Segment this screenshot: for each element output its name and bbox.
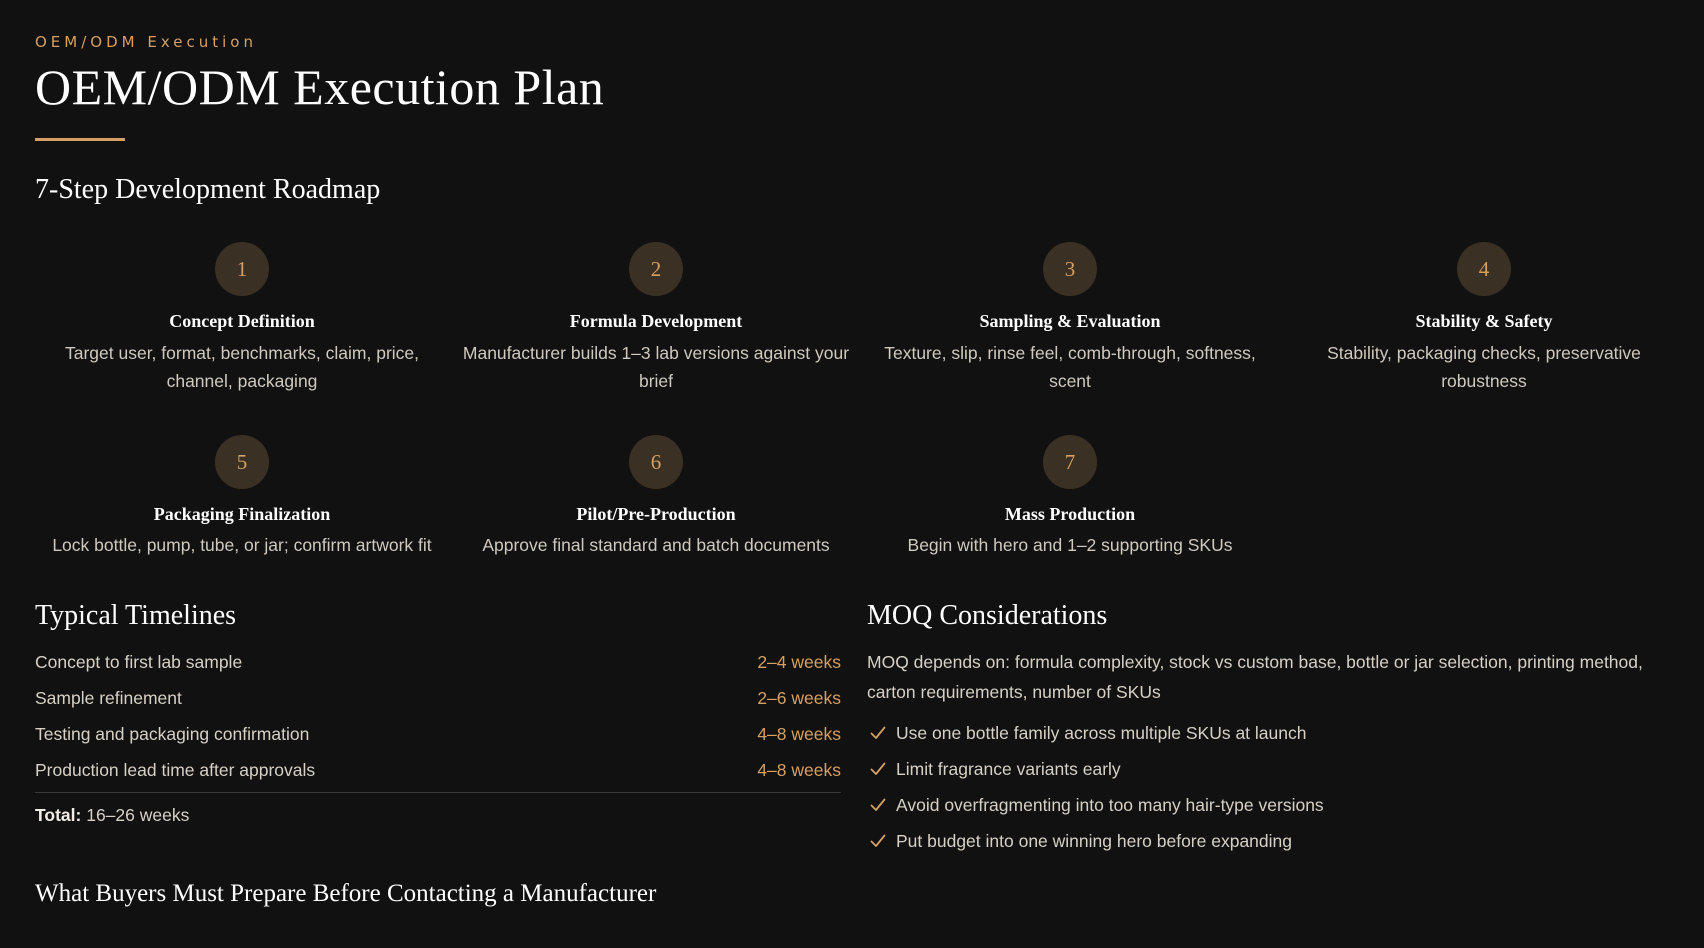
eyebrow-label: OEM/ODM Execution xyxy=(35,33,257,51)
moq-intro: MOQ depends on: formula complexity, stock vs custom base, bottle or jar selection, printing method, carton requirements, number of SKUs xyxy=(867,652,1643,702)
step-title: Concept Definition xyxy=(169,311,315,331)
timeline-label: Testing and packaging confirmation xyxy=(35,724,310,744)
list-item xyxy=(867,715,1667,751)
timeline-duration: 4–8 weeks xyxy=(757,724,841,744)
step-description: Manufacturer builds 1–3 lab versions against your brief xyxy=(462,343,850,391)
moq-heading: MOQ Considerations xyxy=(867,600,1108,631)
roadmap-step xyxy=(35,242,449,395)
moq-item-text: Limit fragrance variants early xyxy=(896,758,1121,779)
check-icon xyxy=(870,761,886,777)
timeline-row xyxy=(35,752,841,788)
step-description: Texture, slip, rinse feel, comb-through, softness, scent xyxy=(884,343,1256,391)
step-number-badge: 1 xyxy=(215,242,269,296)
timeline-label: Production lead time after approvals xyxy=(35,760,316,780)
check-icon xyxy=(870,833,886,849)
step-number-badge: 6 xyxy=(629,435,683,489)
roadmap-heading: 7-Step Development Roadmap xyxy=(35,174,381,205)
timeline-duration: 2–6 weeks xyxy=(757,688,841,708)
step-number-badge: 7 xyxy=(1043,435,1097,489)
timeline-total-value: 16–26 weeks xyxy=(86,805,190,825)
timeline-total xyxy=(35,805,841,826)
step-number-badge: 4 xyxy=(1457,242,1511,296)
timeline-label: Concept to first lab sample xyxy=(35,652,243,672)
step-description: Stability, packaging checks, preservative robustness xyxy=(1327,343,1641,391)
timeline-duration: 4–8 weeks xyxy=(757,760,841,780)
timeline-row xyxy=(35,680,841,716)
step-number-badge: 3 xyxy=(1043,242,1097,296)
title-underline xyxy=(35,138,125,141)
moq-list xyxy=(867,715,1667,859)
step-description: Target user, format, benchmarks, claim, price, channel, packaging xyxy=(64,343,420,391)
step-number-badge: 5 xyxy=(215,435,269,489)
timeline-row xyxy=(35,644,841,680)
step-description: Lock bottle, pump, tube, or jar; confirm artwork fit xyxy=(52,535,432,555)
moq-item-text: Use one bottle family across multiple SKUs at launch xyxy=(896,722,1307,743)
moq-item-text: Avoid overfragmenting into too many hair-type versions xyxy=(896,794,1324,815)
step-title: Stability & Safety xyxy=(1415,311,1553,331)
roadmap-step xyxy=(449,435,863,560)
prepare-heading: What Buyers Must Prepare Before Contacting a Manufacturer xyxy=(35,880,657,907)
timeline-label: Sample refinement xyxy=(35,688,182,708)
step-title: Packaging Finalization xyxy=(153,504,331,524)
moq-block xyxy=(867,647,1667,859)
roadmap-step xyxy=(449,242,863,395)
step-description: Approve final standard and batch documents xyxy=(482,535,830,555)
list-item xyxy=(867,751,1667,787)
step-title: Sampling & Evaluation xyxy=(979,311,1161,331)
roadmap-steps xyxy=(35,242,1691,572)
check-icon xyxy=(870,797,886,813)
list-item xyxy=(867,787,1667,823)
step-title: Pilot/Pre-Production xyxy=(576,504,736,524)
page-title: OEM/ODM Execution Plan xyxy=(35,59,605,115)
step-title: Formula Development xyxy=(569,311,743,331)
timelines-heading: Typical Timelines xyxy=(35,600,237,631)
roadmap-step xyxy=(1277,242,1691,395)
timeline-duration: 2–4 weeks xyxy=(757,652,841,672)
step-description: Begin with hero and 1–2 supporting SKUs xyxy=(907,535,1233,555)
roadmap-step xyxy=(863,242,1277,395)
roadmap-step xyxy=(35,435,449,560)
roadmap-step xyxy=(863,435,1277,560)
timeline-row xyxy=(35,716,841,752)
timeline-divider xyxy=(35,792,841,793)
step-title: Mass Production xyxy=(1004,504,1136,524)
timeline-table xyxy=(35,644,841,826)
moq-item-text: Put budget into one winning hero before expanding xyxy=(896,830,1292,851)
check-icon xyxy=(870,725,886,741)
step-number-badge: 2 xyxy=(629,242,683,296)
list-item xyxy=(867,823,1667,859)
timeline-total-label: Total: xyxy=(35,805,82,825)
